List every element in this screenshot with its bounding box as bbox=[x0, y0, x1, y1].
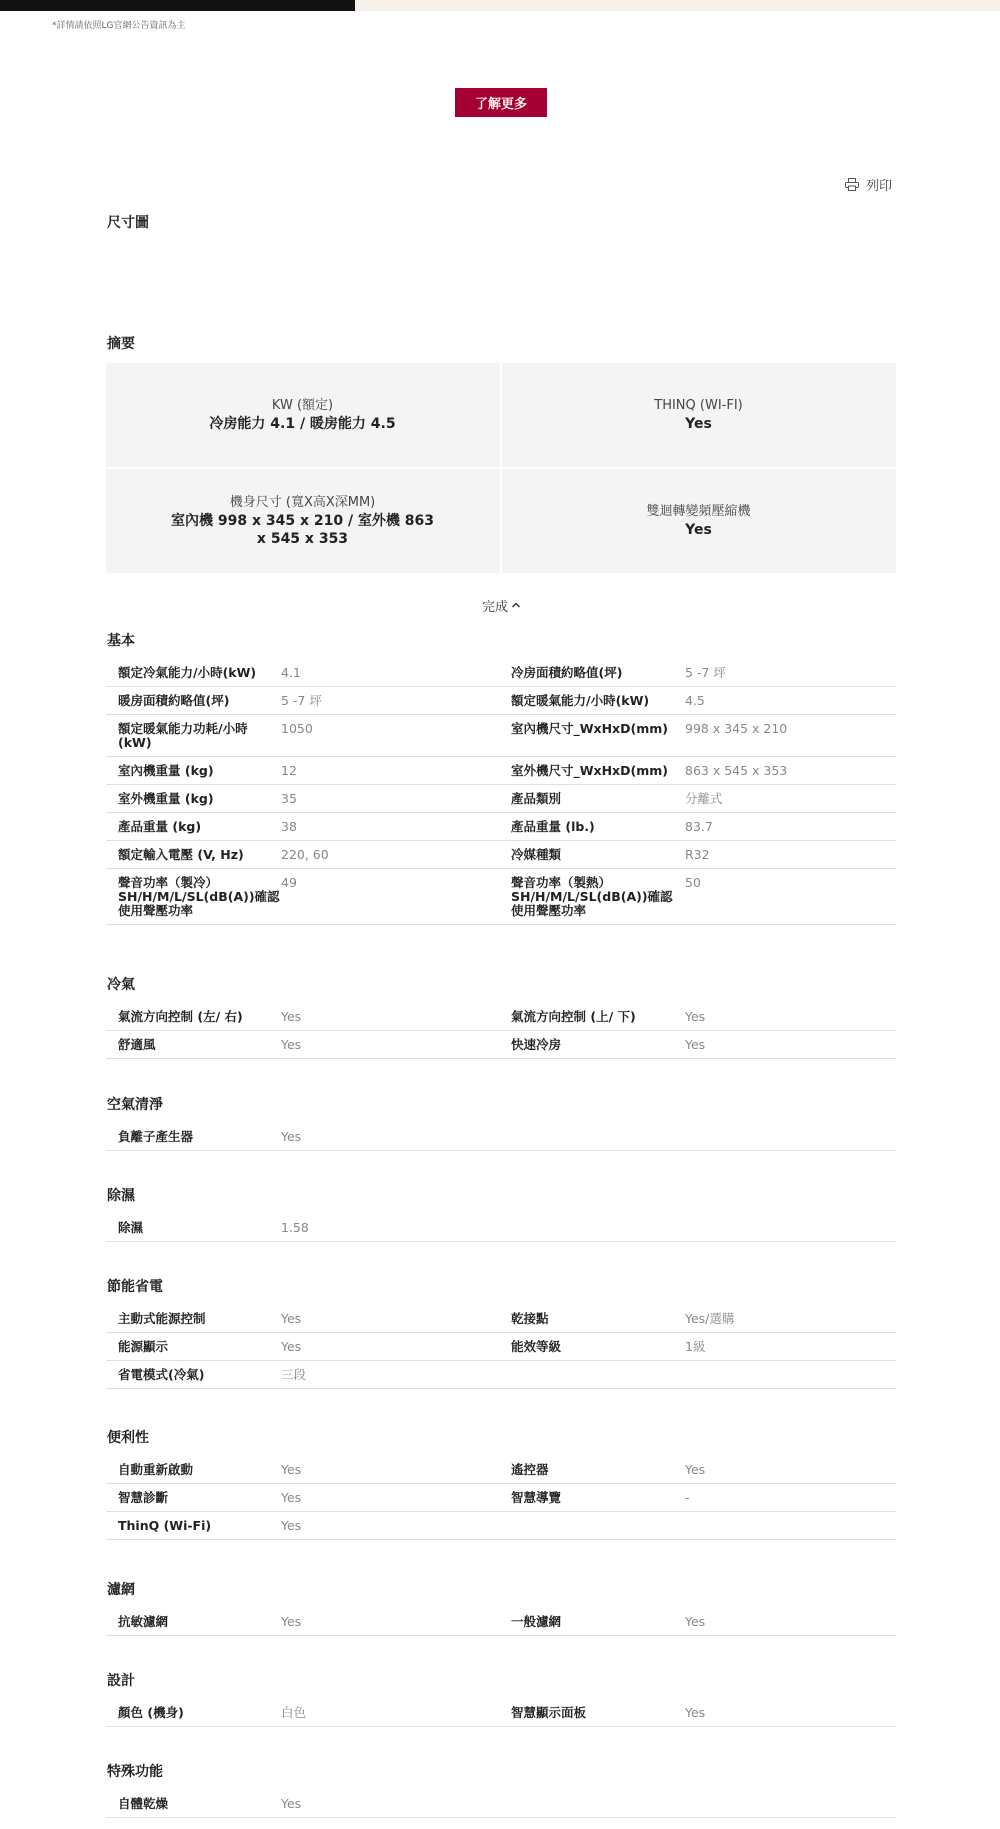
summary-cell bbox=[502, 363, 895, 467]
summary-label: 機身尺寸 (寬X高X深MM) bbox=[229, 495, 376, 510]
spec-value: 5 -7 坪 bbox=[281, 693, 322, 708]
spec-key: 暖房面積約略值(坪) bbox=[118, 693, 230, 708]
spec-row bbox=[106, 1484, 896, 1512]
collapse-label: 完成 bbox=[482, 600, 509, 615]
spec-value: Yes bbox=[685, 1037, 706, 1052]
spec-key: 額定冷氣能力/小時(kW) bbox=[118, 665, 257, 680]
spec-value: - bbox=[685, 1490, 690, 1505]
spec-value: 1級 bbox=[685, 1339, 706, 1354]
spec-key: 乾接點 bbox=[511, 1311, 549, 1326]
spec-key: 產品重量 (kg) bbox=[118, 819, 202, 834]
spec-value: 1050 bbox=[281, 721, 313, 736]
spec-value: 12 bbox=[281, 763, 297, 778]
spec-row bbox=[106, 841, 896, 869]
spec-key: 額定暖氣能力/小時(kW) bbox=[511, 693, 650, 708]
summary-cell bbox=[502, 469, 895, 573]
spec-section-title: 基本 bbox=[107, 633, 135, 649]
spec-key: 室外機重量 (kg) bbox=[118, 791, 214, 806]
spec-value: Yes bbox=[281, 1490, 302, 1505]
spec-value: 220, 60 bbox=[281, 847, 329, 862]
spec-table bbox=[106, 1214, 896, 1242]
spec-row bbox=[106, 1333, 896, 1361]
summary-value: 室內機 998 x 345 x 210 / 室外機 863 x 545 x 353 bbox=[170, 513, 435, 547]
spec-key: 能效等級 bbox=[511, 1339, 562, 1354]
spec-table bbox=[106, 1790, 896, 1818]
spec-table bbox=[106, 1305, 896, 1389]
spec-value bbox=[685, 1790, 896, 1817]
print-button[interactable] bbox=[845, 175, 892, 194]
spec-row bbox=[106, 1608, 896, 1636]
spec-row bbox=[106, 813, 896, 841]
spec-row bbox=[106, 1361, 896, 1389]
summary-title: 摘要 bbox=[107, 336, 135, 352]
spec-key: 氣流方向控制 (左/ 右) bbox=[118, 1009, 243, 1024]
spec-key bbox=[511, 1790, 685, 1817]
spec-key bbox=[511, 1214, 685, 1241]
spec-section-title: 除濕 bbox=[107, 1188, 135, 1204]
spec-value bbox=[685, 1361, 896, 1388]
spec-key: 自體乾燥 bbox=[118, 1796, 169, 1811]
summary-cell bbox=[106, 363, 499, 467]
spec-key: ThinQ (Wi-Fi) bbox=[118, 1518, 212, 1533]
summary-label: KW (額定) bbox=[271, 398, 334, 413]
spec-value: Yes bbox=[685, 1462, 706, 1477]
spec-section-title: 節能省電 bbox=[107, 1279, 163, 1295]
spec-row bbox=[106, 1123, 896, 1151]
chevron-up-icon bbox=[511, 598, 521, 613]
spec-key: 室內機尺寸_WxHxD(mm) bbox=[511, 721, 668, 736]
spec-value: 998 x 345 x 210 bbox=[685, 721, 788, 736]
spec-key bbox=[511, 1512, 685, 1539]
spec-key: 舒適風 bbox=[118, 1037, 156, 1052]
spec-value: 49 bbox=[281, 875, 297, 890]
spec-table bbox=[106, 1608, 896, 1636]
spec-table bbox=[106, 1123, 896, 1151]
dimension-title: 尺寸圖 bbox=[107, 215, 149, 231]
spec-table bbox=[106, 659, 896, 925]
spec-key: 自動重新啟動 bbox=[118, 1462, 194, 1477]
spec-value: Yes bbox=[281, 1614, 302, 1629]
summary-value: 冷房能力 4.1 / 暖房能力 4.5 bbox=[209, 416, 396, 432]
spec-row bbox=[106, 757, 896, 785]
disclaimer-text: *詳情請依照LG官網公告資訊為主 bbox=[52, 21, 186, 31]
spec-value: 4.5 bbox=[685, 693, 705, 708]
learn-more-button[interactable]: 了解更多 bbox=[455, 88, 547, 117]
spec-table bbox=[106, 1699, 896, 1727]
spec-key: 負離子產生器 bbox=[118, 1129, 194, 1144]
spec-value: Yes bbox=[685, 1009, 706, 1024]
spec-section-title: 設計 bbox=[107, 1673, 135, 1689]
spec-key: 聲音功率（製熱）SH/H/M/L/SL(dB(A))確認使用聲壓功率 bbox=[511, 875, 673, 918]
spec-key: 室內機重量 (kg) bbox=[118, 763, 214, 778]
printer-icon bbox=[845, 178, 859, 191]
spec-value: 50 bbox=[685, 875, 701, 890]
spec-key: 室外機尺寸_WxHxD(mm) bbox=[511, 763, 668, 778]
summary-label: THINQ (WI-FI) bbox=[654, 398, 743, 413]
spec-value: 三段 bbox=[281, 1367, 307, 1382]
summary-divider bbox=[106, 467, 896, 469]
spec-table bbox=[106, 1003, 896, 1059]
spec-key bbox=[511, 1361, 685, 1388]
spec-section-title: 空氣清淨 bbox=[107, 1097, 163, 1113]
top-banner-strip bbox=[0, 0, 1000, 11]
spec-key: 快速冷房 bbox=[511, 1037, 562, 1052]
spec-row bbox=[106, 1699, 896, 1727]
spec-value bbox=[685, 1214, 896, 1241]
spec-value: 5 -7 坪 bbox=[685, 665, 726, 680]
spec-row bbox=[106, 715, 896, 757]
spec-value: 白色 bbox=[281, 1705, 307, 1720]
spec-row bbox=[106, 1512, 896, 1540]
spec-key: 除濕 bbox=[118, 1220, 144, 1235]
collapse-toggle[interactable] bbox=[482, 596, 521, 615]
print-label: 列印 bbox=[866, 179, 893, 194]
spec-key: 一般濾網 bbox=[511, 1614, 562, 1629]
spec-value: 38 bbox=[281, 819, 297, 834]
spec-value bbox=[685, 1512, 896, 1539]
spec-value: R32 bbox=[685, 847, 710, 862]
spec-row bbox=[106, 1456, 896, 1484]
spec-value: Yes bbox=[281, 1518, 302, 1533]
spec-value: Yes bbox=[281, 1462, 302, 1477]
spec-row bbox=[106, 1214, 896, 1242]
spec-row bbox=[106, 659, 896, 687]
spec-key: 冷房面積約略值(坪) bbox=[511, 665, 623, 680]
spec-key: 智慧顯示面板 bbox=[511, 1705, 587, 1720]
spec-key: 智慧導覽 bbox=[511, 1490, 562, 1505]
spec-row bbox=[106, 687, 896, 715]
banner-light-segment bbox=[355, 0, 1000, 11]
spec-key: 產品重量 (lb.) bbox=[511, 819, 595, 834]
spec-value: Yes bbox=[281, 1339, 302, 1354]
spec-row bbox=[106, 1790, 896, 1818]
spec-row bbox=[106, 1031, 896, 1059]
spec-value: Yes/選購 bbox=[685, 1311, 735, 1326]
spec-value: 4.1 bbox=[281, 665, 301, 680]
spec-key: 省電模式(冷氣) bbox=[118, 1367, 205, 1382]
spec-key: 抗敏濾網 bbox=[118, 1614, 169, 1629]
spec-key: 產品類別 bbox=[511, 791, 562, 806]
spec-row bbox=[106, 1003, 896, 1031]
spec-key: 遙控器 bbox=[511, 1462, 549, 1477]
spec-value: 83.7 bbox=[685, 819, 713, 834]
summary-value: Yes bbox=[685, 522, 712, 538]
summary-value: Yes bbox=[685, 416, 712, 432]
spec-key: 氣流方向控制 (上/ 下) bbox=[511, 1009, 636, 1024]
spec-section-title: 特殊功能 bbox=[107, 1764, 163, 1780]
spec-value: Yes bbox=[281, 1037, 302, 1052]
summary-grid bbox=[106, 363, 896, 573]
spec-value: 863 x 545 x 353 bbox=[685, 763, 788, 778]
spec-value: 分離式 bbox=[685, 791, 723, 806]
spec-value: Yes bbox=[281, 1311, 302, 1326]
spec-key: 智慧診斷 bbox=[118, 1490, 169, 1505]
spec-value: Yes bbox=[281, 1129, 302, 1144]
spec-key: 顏色 (機身) bbox=[118, 1705, 184, 1720]
summary-label: 雙迴轉變頻壓縮機 bbox=[646, 504, 751, 519]
spec-section-title: 濾網 bbox=[107, 1582, 135, 1598]
spec-key: 能源顯示 bbox=[118, 1339, 169, 1354]
spec-row bbox=[106, 1305, 896, 1333]
spec-row bbox=[106, 869, 896, 925]
spec-value: 1.58 bbox=[281, 1220, 309, 1235]
spec-key: 冷媒種類 bbox=[511, 847, 562, 862]
spec-table bbox=[106, 1456, 896, 1540]
spec-row bbox=[106, 785, 896, 813]
summary-cell bbox=[106, 469, 499, 573]
spec-key: 主動式能源控制 bbox=[118, 1311, 206, 1326]
spec-section-title: 冷氣 bbox=[107, 977, 135, 993]
spec-key: 額定暖氣能力功耗/小時(kW) bbox=[118, 721, 248, 750]
spec-key: 聲音功率（製冷）SH/H/M/L/SL(dB(A))確認使用聲壓功率 bbox=[118, 875, 280, 918]
spec-value: Yes bbox=[685, 1614, 706, 1629]
spec-key: 額定輸入電壓 (V, Hz) bbox=[118, 847, 244, 862]
spec-value: 35 bbox=[281, 791, 297, 806]
banner-dark-segment bbox=[0, 0, 355, 11]
spec-value: Yes bbox=[281, 1796, 302, 1811]
spec-section-title: 便利性 bbox=[107, 1430, 149, 1446]
spec-value: Yes bbox=[281, 1009, 302, 1024]
spec-value: Yes bbox=[685, 1705, 706, 1720]
spec-value bbox=[685, 1123, 896, 1150]
spec-key bbox=[511, 1123, 685, 1150]
